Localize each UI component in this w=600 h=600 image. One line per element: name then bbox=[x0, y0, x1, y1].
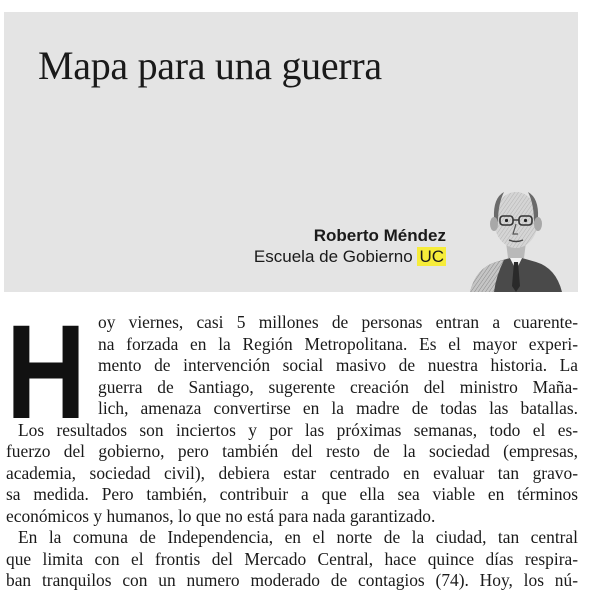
body-line: ban tranquilos con un numero moderado de contagios (74). Hoy, los nú- bbox=[6, 570, 578, 590]
body-line: mento de intervención social masivo de nuestra historia. La bbox=[98, 355, 578, 375]
body-line: na forzada en la Región Metropolitana. Es el mayor experi- bbox=[98, 333, 578, 354]
byline bbox=[254, 226, 446, 268]
affiliation-text: Escuela de Gobierno bbox=[253, 247, 413, 266]
body-line: sa medida. Pero también, contribuir a que ella sea viable en términos bbox=[6, 484, 578, 504]
header-panel bbox=[4, 12, 578, 292]
article-body bbox=[6, 312, 578, 592]
author-name: Roberto Méndez bbox=[313, 226, 446, 245]
body-line: económicos y humanos, lo que no está para nada garantizado. bbox=[6, 505, 436, 526]
body-line: guerra de Santiago, sugerente creación del ministro Maña- bbox=[98, 376, 578, 397]
body-line: fuerzo del gobierno, pero también del resto de la sociedad (empresas, bbox=[6, 441, 578, 461]
affiliation-highlight: UC bbox=[419, 247, 444, 266]
author-portrait bbox=[466, 178, 566, 292]
svg-text:H: H bbox=[6, 298, 86, 447]
article-title: Mapa para una guerra bbox=[38, 43, 382, 88]
body-line: Los resultados son inciertos y por las próximas semanas, todo el es- bbox=[18, 419, 578, 440]
body-line: academia, sociedad civil), debiera estar centrado en evaluar tan gravo- bbox=[6, 462, 578, 483]
body-line: lich, amenaza convertirse en la madre de todas las batallas. bbox=[98, 398, 578, 418]
body-line: que limita con el frontis del Mercado Central, hace quince días respira- bbox=[6, 548, 578, 569]
body-line: En la comuna de Independencia, en el norte de la ciudad, tan central bbox=[18, 527, 578, 547]
author-affiliation bbox=[254, 246, 446, 268]
body-line: oy viernes, casi 5 millones de personas entran a cuarente- bbox=[98, 312, 578, 332]
